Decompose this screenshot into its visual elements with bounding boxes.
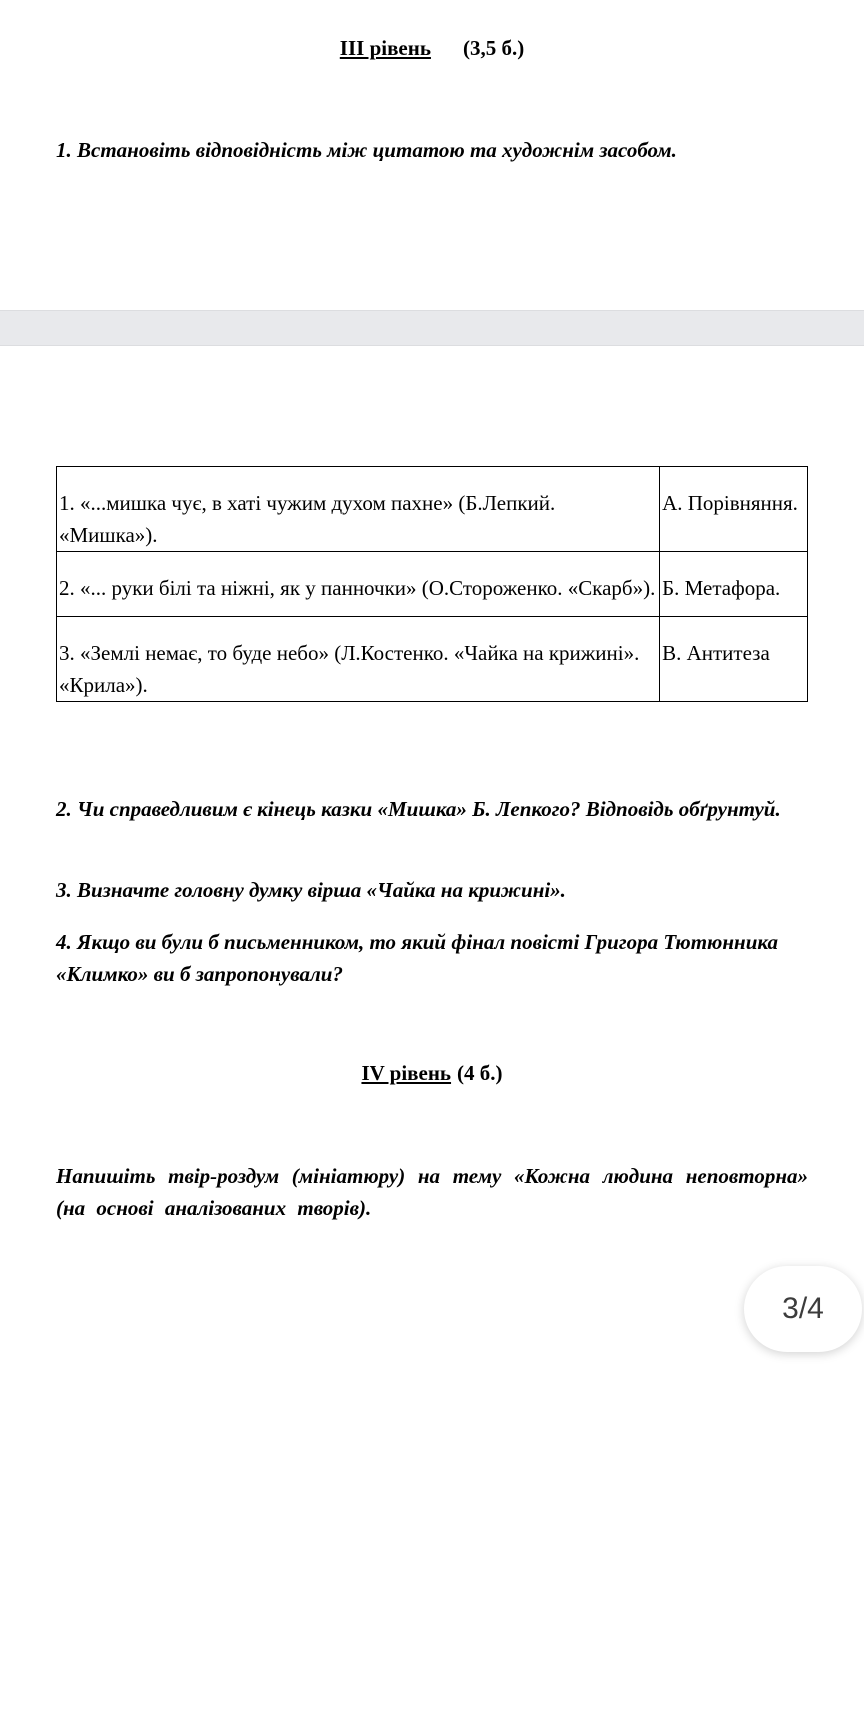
essay-task-text: Напишіть твір-роздум (мініатюру) на тему «Кожна людина неповторна» (на основі аналізованих творів). [56,1164,808,1220]
table-row [57,617,808,702]
task-1-text: 1. Встановіть відповідність між цитатою та художнім засобом. [56,138,677,162]
page-separator [0,310,864,346]
task-4-text: 4. Якщо ви були б письменником, то який фінал повісті Григора Тютюнника «Климко» ви б запропонували? [56,930,778,986]
table-row [57,467,808,552]
level-3-points: (3,5 б.) [462,36,525,60]
matching-table [56,466,808,702]
quote-cell: 1. «...мишка чує, в хаті чужим духом пахне» (Б.Лепкий. «Мишка»). [57,467,660,552]
device-cell: А. Порівняння. [660,467,808,552]
level-4-points: (4 б.) [457,1061,503,1085]
page-indicator: 3/4 [744,1266,862,1352]
level-3-heading [0,36,864,61]
quote-cell: 3. «Землі немає, то буде небо» (Л.Костенко. «Чайка на крижині». «Крила»). [57,617,660,702]
quote-cell: 2. «... руки білі та ніжні, як у панночки» (О.Стороженко. «Скарб»). [57,552,660,617]
table-row [57,552,808,617]
task-3-text: 3. Визначте головну думку вірша «Чайка на крижині». [56,878,566,902]
level-3-label: III рівень [339,36,431,60]
device-cell: В. Антитеза [660,617,808,702]
level-4-heading [0,1061,864,1086]
level-4-label: IV рівень [361,1061,452,1085]
task-2-text: 2. Чи справедливим є кінець казки «Мишка» Б. Лепкого? Відповідь обґрунтуй. [56,797,781,821]
device-cell: Б. Метафора. [660,552,808,617]
